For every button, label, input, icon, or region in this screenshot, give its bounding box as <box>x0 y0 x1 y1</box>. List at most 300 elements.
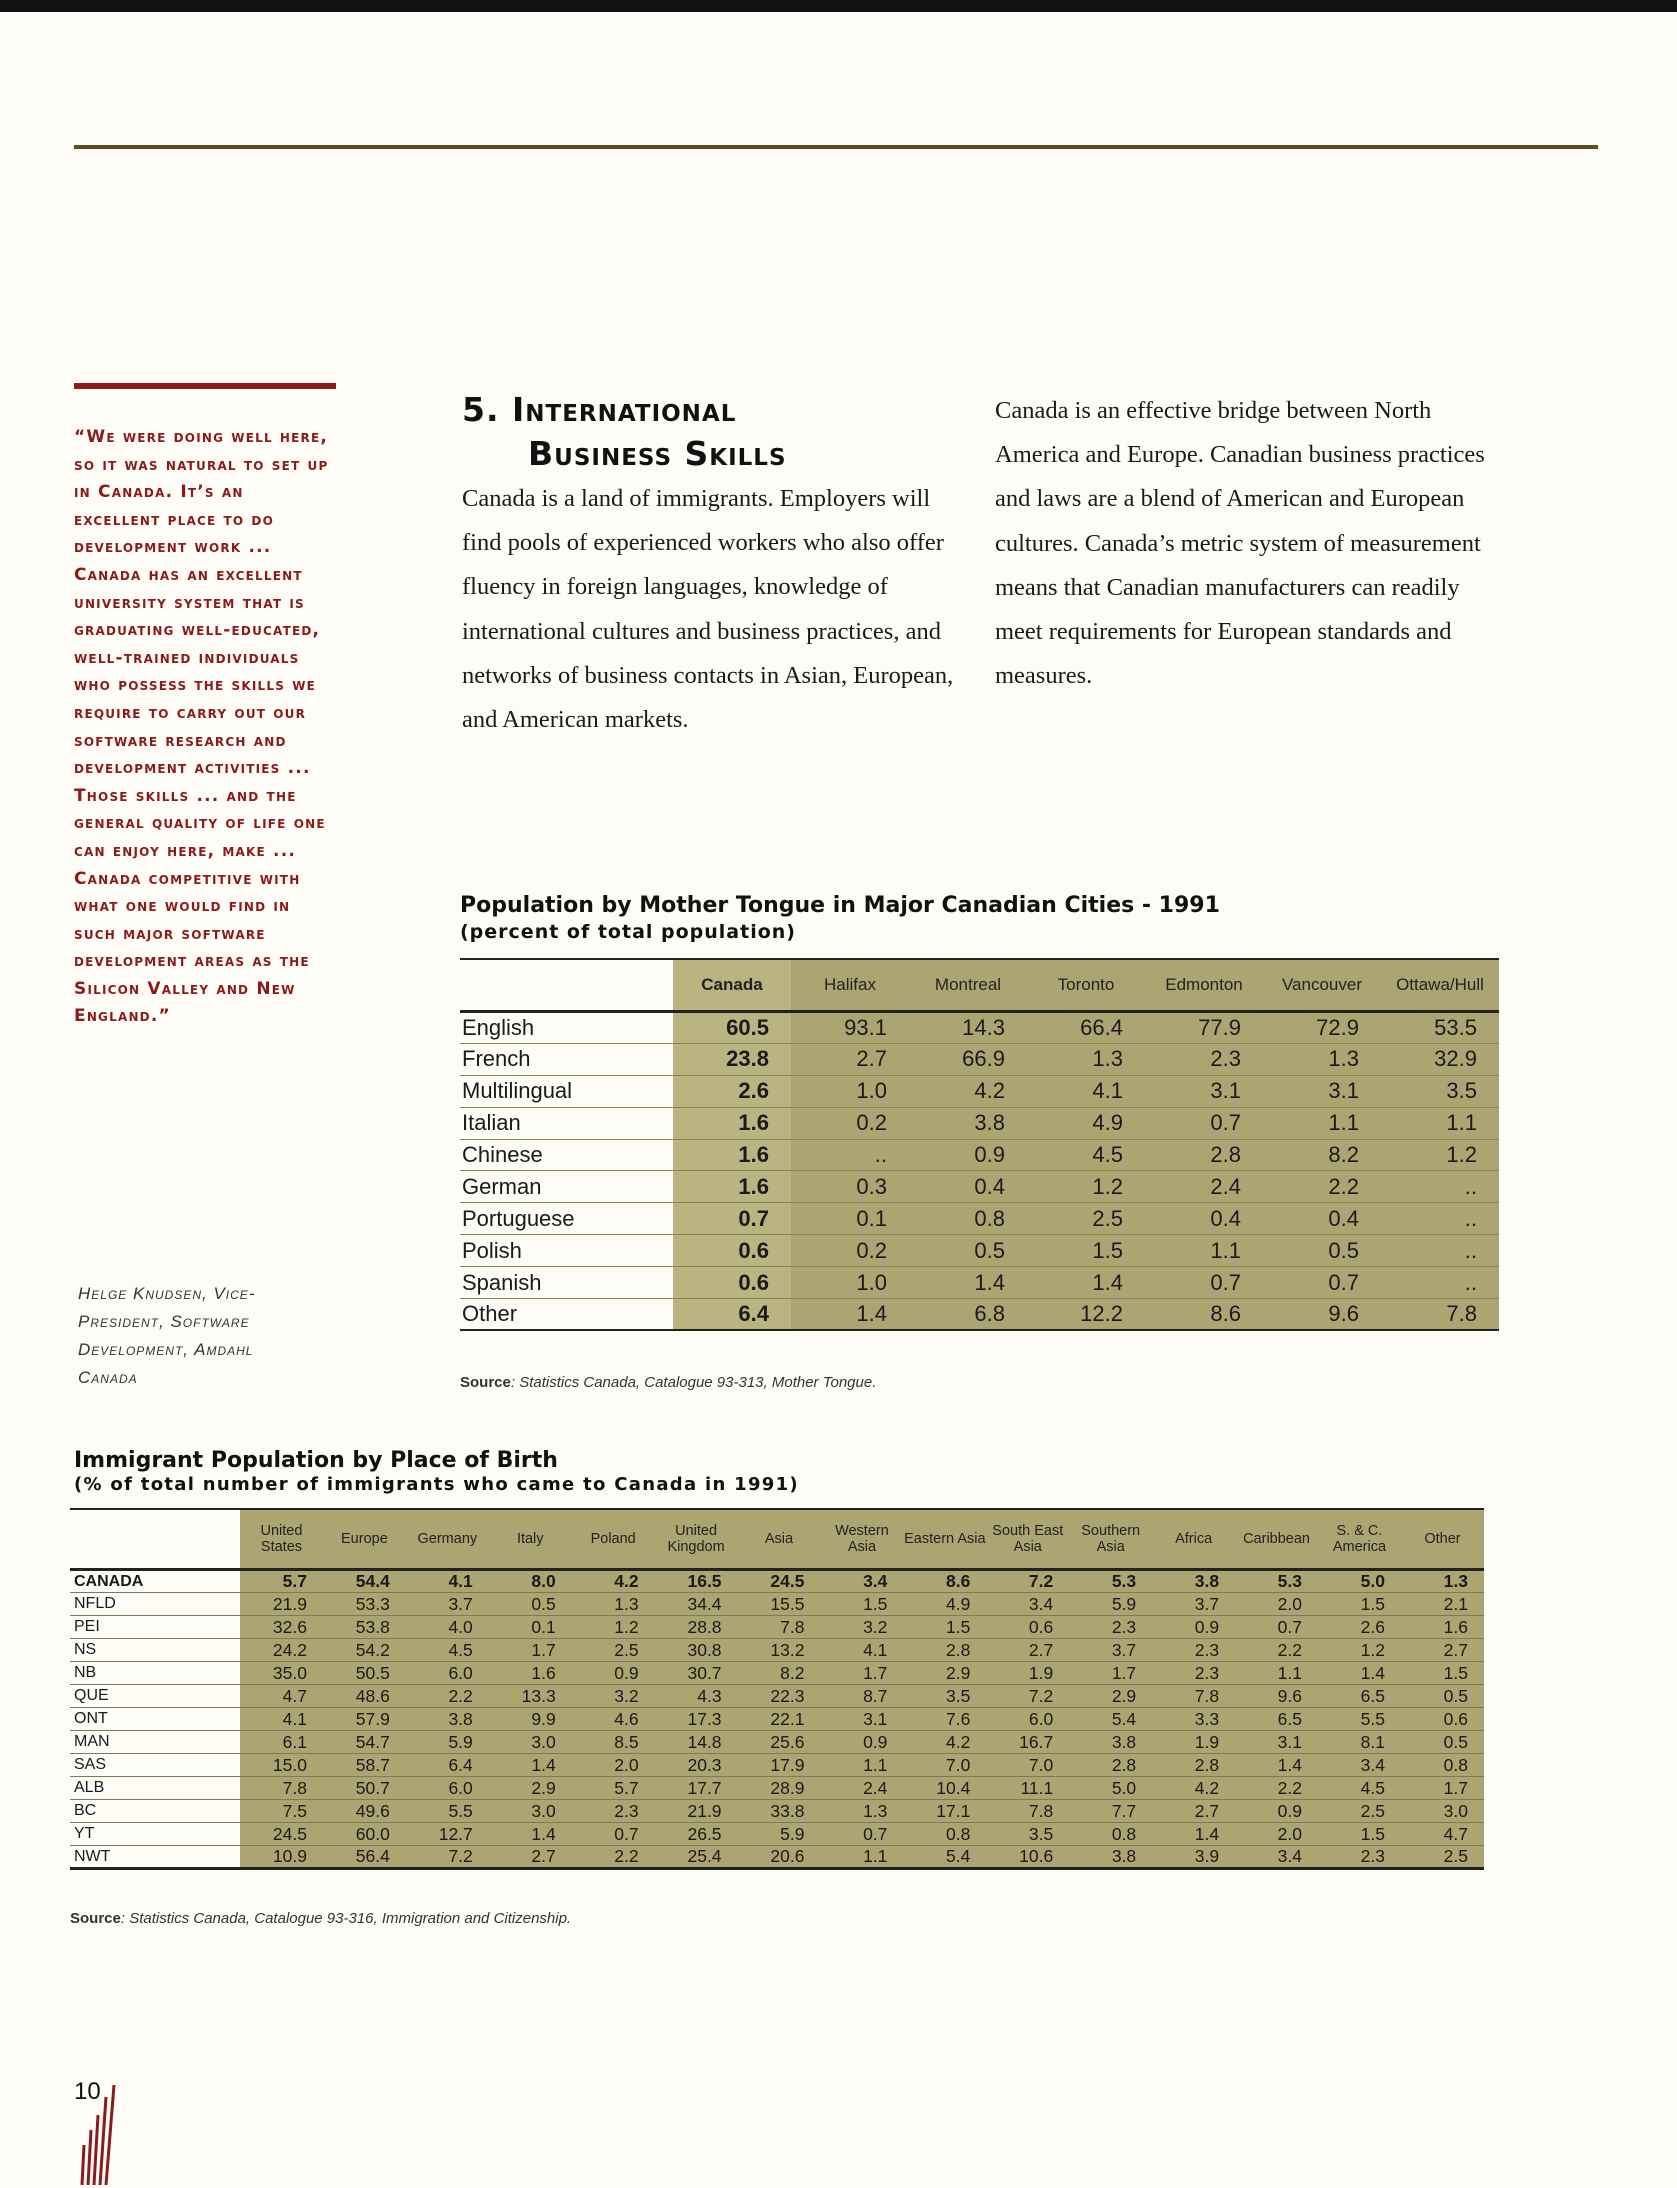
table-cell: 1.1 <box>1145 1235 1263 1267</box>
table-cell: 24.5 <box>738 1570 821 1593</box>
table-cell: 2.4 <box>820 1777 903 1800</box>
table1-column-header: Montreal <box>909 959 1027 1012</box>
immigrant-population-table <box>70 1508 1484 1870</box>
table-row <box>70 1731 1484 1754</box>
row-label: ALB <box>70 1777 240 1800</box>
table-cell: 23.8 <box>673 1043 791 1075</box>
row-label: German <box>460 1171 673 1203</box>
table-cell: 5.3 <box>1235 1570 1318 1593</box>
table-cell: 2.7 <box>1152 1800 1235 1823</box>
table-cell: 2.7 <box>791 1043 909 1075</box>
row-label: Portuguese <box>460 1203 673 1235</box>
table-cell: 3.1 <box>1145 1075 1263 1107</box>
table-row <box>70 1823 1484 1846</box>
table-cell: 2.8 <box>1069 1754 1152 1777</box>
table-cell: 6.4 <box>406 1754 489 1777</box>
table-cell: 0.5 <box>1401 1731 1484 1754</box>
table-cell: 4.3 <box>655 1685 738 1708</box>
table-cell: 28.9 <box>738 1777 821 1800</box>
table-cell: 3.3 <box>1152 1708 1235 1731</box>
table-cell: 2.3 <box>1145 1043 1263 1075</box>
table-cell: 30.7 <box>655 1662 738 1685</box>
table2-column-header: Caribbean <box>1235 1509 1318 1570</box>
table-cell: 1.5 <box>903 1616 986 1639</box>
table-cell: 1.1 <box>820 1846 903 1869</box>
table-cell: 0.7 <box>1145 1267 1263 1299</box>
table-cell: 10.9 <box>240 1846 323 1869</box>
table2-column-header: Germany <box>406 1509 489 1570</box>
table-cell: 6.0 <box>406 1777 489 1800</box>
table-cell: 0.7 <box>572 1823 655 1846</box>
page-number: 10 <box>74 2078 101 2105</box>
table-cell: 1.6 <box>673 1171 791 1203</box>
table2-source-text: : Statistics Canada, Catalogue 93-316, Immigration and Citizenship. <box>120 1910 572 1927</box>
table-cell: 32.9 <box>1381 1043 1499 1075</box>
table-cell: 1.4 <box>1152 1823 1235 1846</box>
table-cell: 1.4 <box>489 1823 572 1846</box>
table-cell: 1.9 <box>1152 1731 1235 1754</box>
table-cell: 1.3 <box>820 1800 903 1823</box>
table-cell: 28.8 <box>655 1616 738 1639</box>
table-cell: 0.9 <box>909 1139 1027 1171</box>
table-cell: 24.2 <box>240 1639 323 1662</box>
table-cell: 2.2 <box>572 1846 655 1869</box>
table2-column-header: Asia <box>738 1509 821 1570</box>
table-cell: 1.5 <box>1027 1235 1145 1267</box>
row-label: CANADA <box>70 1570 240 1593</box>
quote-attribution: Helge Knudsen, Vice-President, Software Development, Amdahl Canada <box>78 1284 256 1387</box>
table-cell: 3.7 <box>1152 1593 1235 1616</box>
table-cell: 2.0 <box>572 1754 655 1777</box>
table-cell: 60.5 <box>673 1012 791 1044</box>
row-label: PEI <box>70 1616 240 1639</box>
table-cell: 1.5 <box>820 1593 903 1616</box>
row-label: YT <box>70 1823 240 1846</box>
table-cell: 1.7 <box>1401 1777 1484 1800</box>
table-row <box>460 1203 1499 1235</box>
table-cell: 2.7 <box>986 1639 1069 1662</box>
table-cell: 0.9 <box>572 1662 655 1685</box>
table-cell: 1.2 <box>572 1616 655 1639</box>
table-cell: 15.0 <box>240 1754 323 1777</box>
table-row <box>70 1570 1484 1593</box>
table-cell: 6.5 <box>1235 1708 1318 1731</box>
table1-source-label: Source <box>460 1374 511 1391</box>
table2-column-header: South East Asia <box>986 1509 1069 1570</box>
table-cell: 0.1 <box>791 1203 909 1235</box>
table1-subtitle: (percent of total population) <box>460 921 796 943</box>
table-cell: 2.2 <box>1235 1777 1318 1800</box>
table-cell: 16.5 <box>655 1570 738 1593</box>
table-cell: 0.8 <box>909 1203 1027 1235</box>
table-cell: 3.8 <box>909 1107 1027 1139</box>
table-cell: 1.3 <box>1027 1043 1145 1075</box>
table-row <box>460 1139 1499 1171</box>
body-column-2: Canada is an effective bridge between North America and Europe. Canadian business practices and laws are a blend of American and European cultures. Canada’s metric system of measurement means that Canadian manufacturers can readily meet requirements for European standards and measures. <box>995 397 1485 690</box>
section-heading <box>462 388 912 476</box>
table-cell: 0.8 <box>903 1823 986 1846</box>
table-cell: 9.6 <box>1235 1685 1318 1708</box>
table-cell: 3.5 <box>986 1823 1069 1846</box>
table-cell: 3.9 <box>1152 1846 1235 1869</box>
table-cell: 0.2 <box>791 1107 909 1139</box>
table-cell: 0.7 <box>820 1823 903 1846</box>
table-cell: 4.2 <box>572 1570 655 1593</box>
table-cell: 35.0 <box>240 1662 323 1685</box>
table-cell: 0.4 <box>1263 1203 1381 1235</box>
table-cell: 0.7 <box>1145 1107 1263 1139</box>
table-cell: 1.7 <box>820 1662 903 1685</box>
table-cell: 20.3 <box>655 1754 738 1777</box>
table-cell: 3.4 <box>1318 1754 1401 1777</box>
table-cell: 1.6 <box>673 1139 791 1171</box>
sidebar-rule <box>74 383 336 389</box>
table-cell: 4.7 <box>1401 1823 1484 1846</box>
table-cell: 0.7 <box>1235 1616 1318 1639</box>
row-label: NB <box>70 1662 240 1685</box>
table-row <box>70 1639 1484 1662</box>
table-cell: 2.3 <box>1318 1846 1401 1869</box>
table-row <box>460 1043 1499 1075</box>
table-cell: 8.6 <box>1145 1299 1263 1331</box>
table-cell: 7.5 <box>240 1800 323 1823</box>
table-cell: 1.3 <box>572 1593 655 1616</box>
table-cell: 14.8 <box>655 1731 738 1754</box>
body-column-1: Canada is a land of immigrants. Employers will find pools of experienced workers who also offer fluency in foreign languages, knowledge of international cultures and business practices, and networks of business contacts in Asian, European, and American markets. <box>462 485 954 734</box>
table-cell: 3.0 <box>489 1731 572 1754</box>
table2-source-label: Source <box>70 1910 121 1927</box>
table-cell: 7.8 <box>240 1777 323 1800</box>
table-cell: 3.1 <box>1235 1731 1318 1754</box>
table-cell: 1.4 <box>791 1299 909 1331</box>
row-label: QUE <box>70 1685 240 1708</box>
table-cell: 3.5 <box>1381 1075 1499 1107</box>
table-cell: 1.4 <box>1235 1754 1318 1777</box>
table-cell: 5.3 <box>1069 1570 1152 1593</box>
table-cell: 6.1 <box>240 1731 323 1754</box>
table-cell: 2.2 <box>1235 1639 1318 1662</box>
table-cell: 3.8 <box>1069 1731 1152 1754</box>
table-cell: 1.2 <box>1027 1171 1145 1203</box>
table2-column-header: United States <box>240 1509 323 1570</box>
table-cell: 5.0 <box>1318 1570 1401 1593</box>
section-heading-line2: Business Skills <box>528 434 787 473</box>
table-row <box>460 1012 1499 1044</box>
table-cell: 2.7 <box>1401 1639 1484 1662</box>
table-cell: 3.7 <box>1069 1639 1152 1662</box>
row-label: Chinese <box>460 1139 673 1171</box>
table-cell: 21.9 <box>655 1800 738 1823</box>
table-cell: 1.4 <box>1318 1662 1401 1685</box>
table-row <box>460 1267 1499 1299</box>
table-cell: 54.2 <box>323 1639 406 1662</box>
table-cell: 0.9 <box>1235 1800 1318 1823</box>
table-cell: 0.6 <box>673 1235 791 1267</box>
table2-column-header: Poland <box>572 1509 655 1570</box>
table-cell: 10.6 <box>986 1846 1069 1869</box>
table-cell: 5.7 <box>572 1777 655 1800</box>
mother-tongue-table <box>460 958 1499 1331</box>
table-cell: 54.4 <box>323 1570 406 1593</box>
bars-logo-icon <box>78 2085 118 2185</box>
table-cell: 9.6 <box>1263 1299 1381 1331</box>
row-label: MAN <box>70 1731 240 1754</box>
table-cell: 0.4 <box>909 1171 1027 1203</box>
table-cell: 3.0 <box>489 1800 572 1823</box>
table-cell: 4.6 <box>572 1708 655 1731</box>
table-cell: 0.8 <box>1401 1754 1484 1777</box>
table-row <box>460 1075 1499 1107</box>
table-cell: 4.2 <box>1152 1777 1235 1800</box>
table-cell: 0.6 <box>673 1267 791 1299</box>
table1-title: Population by Mother Tongue in Major Canadian Cities - 1991 <box>460 893 1220 918</box>
table-cell: 22.1 <box>738 1708 821 1731</box>
row-label: Other <box>460 1299 673 1331</box>
table-cell: 22.3 <box>738 1685 821 1708</box>
table-cell: 2.2 <box>406 1685 489 1708</box>
table-cell: 12.7 <box>406 1823 489 1846</box>
table-cell: 4.5 <box>1027 1139 1145 1171</box>
table-cell: 11.1 <box>986 1777 1069 1800</box>
table-cell: 66.4 <box>1027 1012 1145 1044</box>
table-cell: 20.6 <box>738 1846 821 1869</box>
table-cell: 1.5 <box>1401 1662 1484 1685</box>
table-cell: 3.4 <box>986 1593 1069 1616</box>
table-cell: 0.2 <box>791 1235 909 1267</box>
table-cell: 8.2 <box>738 1662 821 1685</box>
table-row <box>70 1800 1484 1823</box>
table-cell: 13.3 <box>489 1685 572 1708</box>
table-cell: 5.9 <box>406 1731 489 1754</box>
table-cell: 2.0 <box>1235 1823 1318 1846</box>
table-cell: 2.3 <box>572 1800 655 1823</box>
row-label: NFLD <box>70 1593 240 1616</box>
table-cell: 93.1 <box>791 1012 909 1044</box>
row-label: Polish <box>460 1235 673 1267</box>
row-label: NWT <box>70 1846 240 1869</box>
table-cell: 58.7 <box>323 1754 406 1777</box>
table-cell: 0.7 <box>1263 1267 1381 1299</box>
table-cell: 3.4 <box>820 1570 903 1593</box>
table-cell: 17.7 <box>655 1777 738 1800</box>
row-label: French <box>460 1043 673 1075</box>
table-cell: 7.8 <box>1152 1685 1235 1708</box>
table-cell: 7.6 <box>903 1708 986 1731</box>
table2-column-header: Southern Asia <box>1069 1509 1152 1570</box>
table-cell: 5.9 <box>738 1823 821 1846</box>
table-cell: 3.2 <box>820 1616 903 1639</box>
table-cell: 1.9 <box>986 1662 1069 1685</box>
table-cell: 3.8 <box>1152 1570 1235 1593</box>
row-label: BC <box>70 1800 240 1823</box>
table-cell: 1.4 <box>909 1267 1027 1299</box>
table-cell: 53.3 <box>323 1593 406 1616</box>
table2-column-header: Africa <box>1152 1509 1235 1570</box>
table-cell: 1.1 <box>1381 1107 1499 1139</box>
table-cell: 3.4 <box>1235 1846 1318 1869</box>
table-cell: 3.5 <box>903 1685 986 1708</box>
table-cell: 8.0 <box>489 1570 572 1593</box>
table-cell: 50.7 <box>323 1777 406 1800</box>
table-row <box>70 1846 1484 1869</box>
table-cell: 1.7 <box>489 1639 572 1662</box>
table-cell: 0.4 <box>1145 1203 1263 1235</box>
table-cell: 33.8 <box>738 1800 821 1823</box>
table-cell: 1.2 <box>1381 1139 1499 1171</box>
table-cell: 3.2 <box>572 1685 655 1708</box>
table-cell: 1.1 <box>1263 1107 1381 1139</box>
table-cell: 7.8 <box>1381 1299 1499 1331</box>
table-cell: 2.2 <box>1263 1171 1381 1203</box>
row-label: ONT <box>70 1708 240 1731</box>
table2-subtitle: (% of total number of immigrants who came to Canada in 1991) <box>74 1474 799 1495</box>
table-cell: 26.5 <box>655 1823 738 1846</box>
table-cell: 0.8 <box>1069 1823 1152 1846</box>
table-cell: 0.5 <box>1263 1235 1381 1267</box>
table-cell: 1.6 <box>1401 1616 1484 1639</box>
table-cell: 3.0 <box>1401 1800 1484 1823</box>
table-cell: 14.3 <box>909 1012 1027 1044</box>
table-cell: 7.0 <box>903 1754 986 1777</box>
table-cell: 10.4 <box>903 1777 986 1800</box>
row-label: NS <box>70 1639 240 1662</box>
table-cell: 7.2 <box>986 1685 1069 1708</box>
table-cell: 48.6 <box>323 1685 406 1708</box>
table-cell: 50.5 <box>323 1662 406 1685</box>
table-cell: 8.6 <box>903 1570 986 1593</box>
table-cell: 2.8 <box>1152 1754 1235 1777</box>
table-cell: 2.9 <box>903 1662 986 1685</box>
table-cell: 9.9 <box>489 1708 572 1731</box>
table-cell: 32.6 <box>240 1616 323 1639</box>
table-cell: 2.5 <box>572 1639 655 1662</box>
table-cell: 2.3 <box>1069 1616 1152 1639</box>
table-cell: 4.1 <box>820 1639 903 1662</box>
table2-title: Immigrant Population by Place of Birth <box>74 1448 558 1473</box>
table-cell: 57.9 <box>323 1708 406 1731</box>
table-cell: 4.5 <box>1318 1777 1401 1800</box>
table1-source-text: : Statistics Canada, Catalogue 93-313, Mother Tongue. <box>510 1374 877 1391</box>
table-cell: 2.7 <box>489 1846 572 1869</box>
table-cell: 4.1 <box>240 1708 323 1731</box>
table1-column-header: Toronto <box>1027 959 1145 1012</box>
section-heading-line1: 5. International <box>462 390 737 429</box>
table-cell: 4.9 <box>903 1593 986 1616</box>
table-cell: 2.9 <box>489 1777 572 1800</box>
table1-column-header: Ottawa/Hull <box>1381 959 1499 1012</box>
table-cell: 5.4 <box>1069 1708 1152 1731</box>
table-row <box>70 1616 1484 1639</box>
table-cell: 5.9 <box>1069 1593 1152 1616</box>
table-cell: 0.6 <box>986 1616 1069 1639</box>
table-cell: 8.5 <box>572 1731 655 1754</box>
table-cell: 7.8 <box>738 1616 821 1639</box>
table-cell: 1.5 <box>1318 1593 1401 1616</box>
table-cell: 2.1 <box>1401 1593 1484 1616</box>
table-cell: 0.5 <box>1401 1685 1484 1708</box>
table-row <box>70 1777 1484 1800</box>
table-cell: 72.9 <box>1263 1012 1381 1044</box>
table-cell: 1.6 <box>489 1662 572 1685</box>
table-cell: 1.1 <box>820 1754 903 1777</box>
table-cell: 8.1 <box>1318 1731 1401 1754</box>
table-cell: 12.2 <box>1027 1299 1145 1331</box>
row-label: Multilingual <box>460 1075 673 1107</box>
table-cell: 6.0 <box>986 1708 1069 1731</box>
table-cell: .. <box>791 1139 909 1171</box>
table-cell: 24.5 <box>240 1823 323 1846</box>
table-cell: 17.9 <box>738 1754 821 1777</box>
header-rule <box>74 145 1598 149</box>
table-cell: 2.6 <box>1318 1616 1401 1639</box>
table-cell: 4.1 <box>406 1570 489 1593</box>
table-row <box>460 1107 1499 1139</box>
table-cell: 54.7 <box>323 1731 406 1754</box>
table1-column-header: Halifax <box>791 959 909 1012</box>
table-row <box>460 1171 1499 1203</box>
row-label: Spanish <box>460 1267 673 1299</box>
table1-column-header: Vancouver <box>1263 959 1381 1012</box>
table-cell: 0.5 <box>489 1593 572 1616</box>
table2-column-header: S. & C. America <box>1318 1509 1401 1570</box>
table1-column-header: Canada <box>673 959 791 1012</box>
table-cell: 2.8 <box>1145 1139 1263 1171</box>
table-cell: 2.5 <box>1318 1800 1401 1823</box>
table-cell: 5.5 <box>406 1800 489 1823</box>
table2-column-header: Europe <box>323 1509 406 1570</box>
table-cell: 56.4 <box>323 1846 406 1869</box>
table-cell: 21.9 <box>240 1593 323 1616</box>
table-cell: 2.3 <box>1152 1662 1235 1685</box>
table-cell: 2.9 <box>1069 1685 1152 1708</box>
table-cell: 1.5 <box>1318 1823 1401 1846</box>
table-cell: .. <box>1381 1267 1499 1299</box>
table-cell: 53.8 <box>323 1616 406 1639</box>
table1-corner <box>460 959 673 1012</box>
table-cell: 2.6 <box>673 1075 791 1107</box>
table-cell: 53.5 <box>1381 1012 1499 1044</box>
table-cell: 3.1 <box>820 1708 903 1731</box>
table-cell: 25.6 <box>738 1731 821 1754</box>
table-cell: 34.4 <box>655 1593 738 1616</box>
table-cell: 8.7 <box>820 1685 903 1708</box>
table-cell: .. <box>1381 1235 1499 1267</box>
row-label: English <box>460 1012 673 1044</box>
table-row <box>70 1708 1484 1731</box>
table-cell: 4.1 <box>1027 1075 1145 1107</box>
table2-column-header: Other <box>1401 1509 1484 1570</box>
table-cell: 6.5 <box>1318 1685 1401 1708</box>
table-cell: 17.3 <box>655 1708 738 1731</box>
table2-header-row <box>70 1509 1484 1570</box>
table-cell: 7.2 <box>406 1846 489 1869</box>
table-cell: 6.0 <box>406 1662 489 1685</box>
table-cell: 25.4 <box>655 1846 738 1869</box>
table-cell: 17.1 <box>903 1800 986 1823</box>
table-cell: 49.6 <box>323 1800 406 1823</box>
table-cell: 4.0 <box>406 1616 489 1639</box>
table-cell: 4.7 <box>240 1685 323 1708</box>
table-cell: 4.2 <box>909 1075 1027 1107</box>
table-cell: 5.5 <box>1318 1708 1401 1731</box>
table-cell: 0.1 <box>489 1616 572 1639</box>
table-cell: 2.3 <box>1152 1639 1235 1662</box>
table-cell: 5.4 <box>903 1846 986 1869</box>
table-row <box>70 1754 1484 1777</box>
table-cell: 2.5 <box>1401 1846 1484 1869</box>
table-cell: 1.4 <box>1027 1267 1145 1299</box>
table-cell: 16.7 <box>986 1731 1069 1754</box>
